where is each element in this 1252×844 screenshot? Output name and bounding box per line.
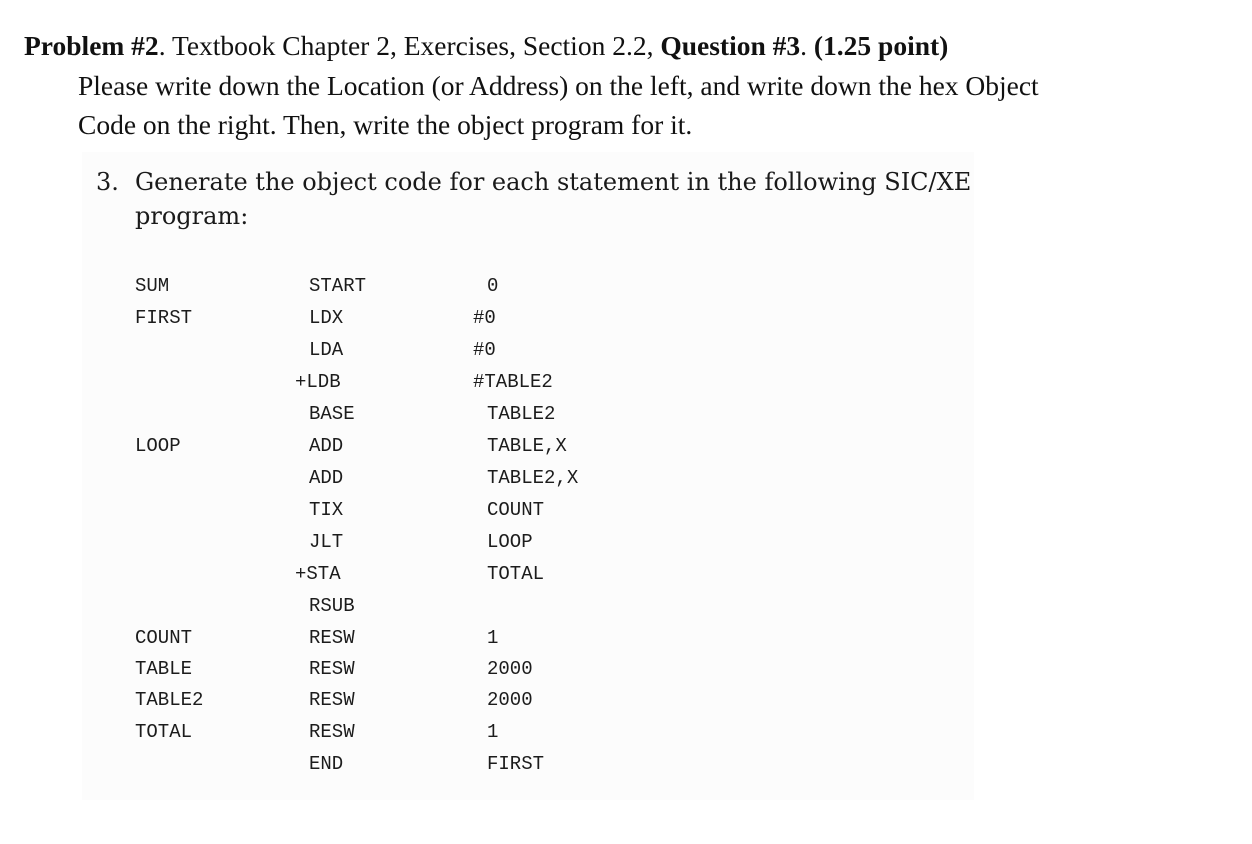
program-operand: #TABLE2: [473, 371, 553, 393]
instructions: [78, 66, 1218, 144]
program-label: SUM: [135, 275, 170, 297]
program-opcode: ADD: [309, 467, 344, 489]
program-opcode: RSUB: [309, 595, 355, 617]
program-opcode: RESW: [309, 658, 355, 680]
question-separator: .: [800, 30, 814, 61]
program-opcode: +LDB: [295, 371, 341, 393]
program-operand: #0: [473, 339, 496, 361]
program-opcode: END: [309, 753, 344, 775]
program-operand: 2000: [487, 689, 533, 711]
exercise-prompt: [96, 165, 971, 233]
program-label: LOOP: [135, 435, 181, 457]
program-opcode: JLT: [309, 531, 344, 553]
program-operand: LOOP: [487, 531, 533, 553]
program-label: TOTAL: [135, 721, 193, 743]
exercise-number: 3.: [96, 168, 119, 196]
program-label: TABLE: [135, 658, 193, 680]
exercise-line-1: Generate the object code for each statement in the following SIC/XE: [135, 168, 972, 196]
program-operand: 1: [487, 627, 499, 649]
program-opcode: BASE: [309, 403, 355, 425]
program-opcode: ADD: [309, 435, 344, 457]
program-operand: 1: [487, 721, 499, 743]
exercise-line-2: program:: [135, 202, 249, 230]
problem-text: . Textbook Chapter 2, Exercises, Section 2.2,: [158, 30, 661, 61]
program-opcode: START: [309, 275, 367, 297]
program-opcode: TIX: [309, 499, 344, 521]
program-operand: TABLE2,X: [487, 467, 579, 489]
problem-header: [24, 27, 1224, 65]
program-operand: TABLE2: [487, 403, 556, 425]
question-label: Question #3: [660, 30, 801, 61]
program-operand: TOTAL: [487, 563, 545, 585]
program-opcode: RESW: [309, 721, 355, 743]
program-opcode: RESW: [309, 689, 355, 711]
instructions-line-2: Code on the right. Then, write the object program for it.: [78, 109, 693, 140]
program-operand: COUNT: [487, 499, 545, 521]
program-operand: 2000: [487, 658, 533, 680]
program-opcode: +STA: [295, 563, 341, 585]
program-label: COUNT: [135, 627, 193, 649]
program-label: TABLE2: [135, 689, 204, 711]
program-operand: FIRST: [487, 753, 545, 775]
program-opcode: RESW: [309, 627, 355, 649]
program-operand: 0: [487, 275, 499, 297]
program-label: FIRST: [135, 307, 193, 329]
program-operand: TABLE,X: [487, 435, 567, 457]
points-label: (1.25 point): [813, 30, 949, 61]
program-opcode: LDA: [309, 339, 344, 361]
problem-label: Problem #2: [24, 30, 159, 61]
program-opcode: LDX: [309, 307, 344, 329]
instructions-line-1: Please write down the Location (or Address) on the left, and write down the hex Object: [78, 70, 1039, 101]
program-operand: #0: [473, 307, 496, 329]
